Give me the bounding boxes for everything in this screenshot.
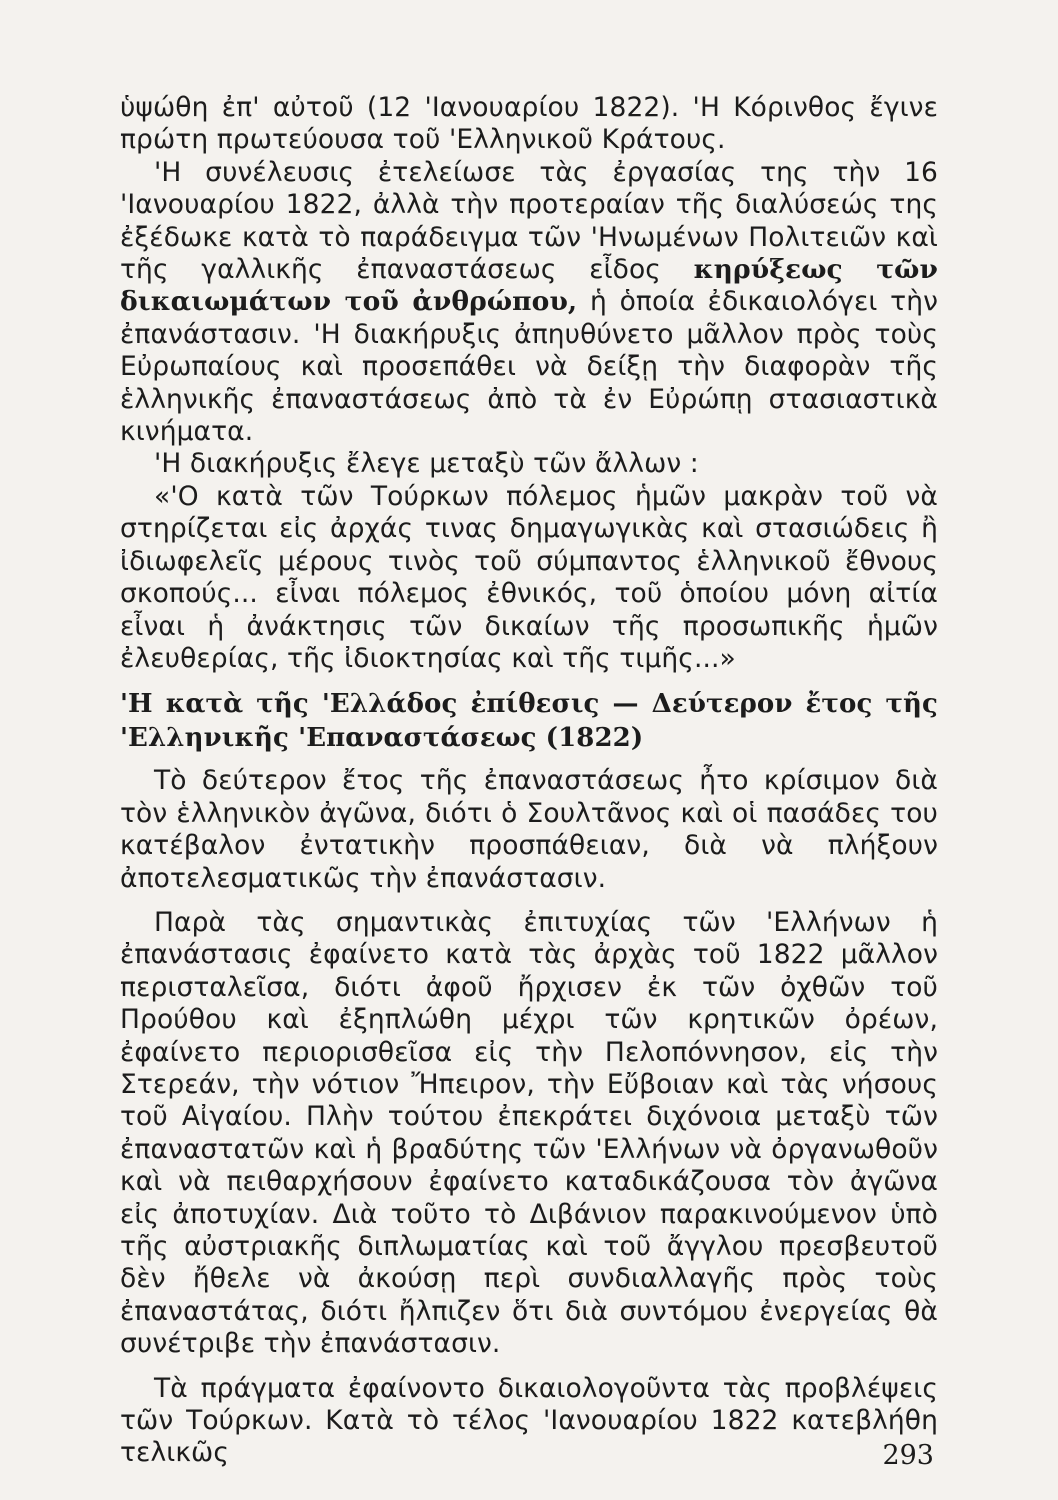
paragraph-3: 'Η διακήρυξις ἔλεγε μεταξὺ τῶν ἄλλων : [154,448,699,480]
paragraph-6: Παρὰ τὰς σημαντικὰς ἐπιτυχίας τῶν 'Ελλήνων ἡ ἐπανάστασις ἐφαίνετο κατὰ τὰς ἀρχὰς τοῦ 1822 μᾶλλον περισταλεῖσα, διότι ἀφοῦ ἤρχισεν ἐκ τῶν ὀχθῶν τοῦ Προύθου καὶ ἐξηπλώθη μέχρι τῶν κρητικῶν ὀρέων, ἐφαίνετο περιορισθεῖσα εἰς τὴν Πελοπόννησον, εἰς τὴν Στερεάν, τὴν νότιον Ἤπειρον, τὴν Εὔβοιαν καὶ τὰς νήσους τοῦ Αἰγαίου. Πλὴν τούτου ἐπεκράτει διχόνοια μεταξὺ τῶν ἐπαναστατῶν καὶ ἡ βραδύτης τῶν 'Ελλήνων νὰ ὀργανωθοῦν καὶ νὰ πειθαρχήσουν ἐφαίνετο καταδικάζουσα τὸν ἀγῶνα εἰς ἀποτυχίαν. Διὰ τοῦτο τὸ Διβάνιον παρακινούμενον ὑπὸ τῆς αὐστριακῆς διπλωματίας καὶ τοῦ ἄγγλου πρεσβευτοῦ δὲν ἤθελε νὰ ἀκούσῃ περὶ συνδιαλλαγῆς πρὸς τοὺς ἐπαναστάτας, διότι ἤλπιζεν ὅτι διὰ συντόμου ἐνεργείας θὰ συνέτριβε τὴν ἐπανάστασιν. [120,906,938,1360]
paragraph-2-text-end: ἡ ὁποία ἐδικαιολόγει τὴν ἐπανάστασιν. 'Η διακήρυξις ἀπηυθύνετο μᾶλλον πρὸς τοὺς Εὐρωπαίους καὶ προσεπάθει νὰ δείξῃ τὴν διαφορὰν τῆς ἑλληνικῆς ἐπαναστάσεως ἀπὸ τὰ ἐν Εὐρώπῃ στασιαστικὰ κινήματα. [120,286,939,448]
paragraph-5: Τὸ δεύτερον ἔτος τῆς ἐπαναστάσεως ἦτο κρίσιμον διὰ τὸν ἑλληνικὸν ἀγῶνα, διότι ὁ Σουλτᾶνος καὶ οἱ πασάδες του κατέβαλον ἐντατικὴν προσπάθειαν, διὰ νὰ πλήξουν ἀποτελεσματικῶς τὴν ἐπανάστασιν. [120,765,938,894]
paragraph-7: Τὰ πράγματα ἐφαίνοντο δικαιολογοῦντα τὰς προβλέψεις τῶν Τούρκων. Κατὰ τὸ τέλος 'Ιανουαρίου 1822 κατεβλήθη τελικῶς [120,1372,938,1469]
paragraph-1: ὑψώθη ἐπ' αὐτοῦ (12 'Ιανουαρίου 1822). 'Η Κόρινθος ἔγινε πρώτη πρωτεύουσα τοῦ 'Ελληνικοῦ Κράτους. [120,92,938,156]
page-number: 293 [882,1440,934,1471]
declaration-title-bold: κηρύξεως τῶν δικαιωμάτων τοῦ ἀνθρώπου, [120,254,938,318]
section-heading: 'Η κατὰ τῆς 'Ελλάδος ἐπίθεσις — Δεύτερον ἔτος τῆς 'Ελληνικῆς 'Επαναστάσεως (1822) [120,689,938,754]
body-text [120,92,938,1470]
paragraph-2 [120,157,938,449]
paragraph-2-text-start: 'Η συνέλευσις ἐτελείωσε τὰς ἐργασίας της τὴν 16 'Ιανουαρίου 1822, ἀλλὰ τὴν προτεραίαν τῆς διαλύσεώς της ἐξέδωκε κατὰ τὸ παράδειγμα τῶν 'Ηνωμένων Πολιτειῶν καὶ τῆς γαλλικῆς ἐπαναστάσεως εἶδος [120,156,938,286]
quote-paragraph: «'Ο κατὰ τῶν Τούρκων πόλεμος ἡμῶν μακρὰν τοῦ νὰ στηρίζεται εἰς ἀρχάς τινας δημαγωγικὰς καὶ στασιώδεις ἢ ἰδιωφελεῖς μέρους τινὸς τοῦ σύμπαντος ἑλληνικοῦ ἔθνους σκοπούς... εἶναι πόλεμος ἐθνικός, τοῦ ὁποίου μόνη αἰτία εἶναι ἡ ἀνάκτησις τῶν δικαίων τῆς προσωπικῆς ἡμῶν ἐλευθερίας, τῆς ἰδιοκτησίας καὶ τῆς τιμῆς...» [120,480,938,674]
